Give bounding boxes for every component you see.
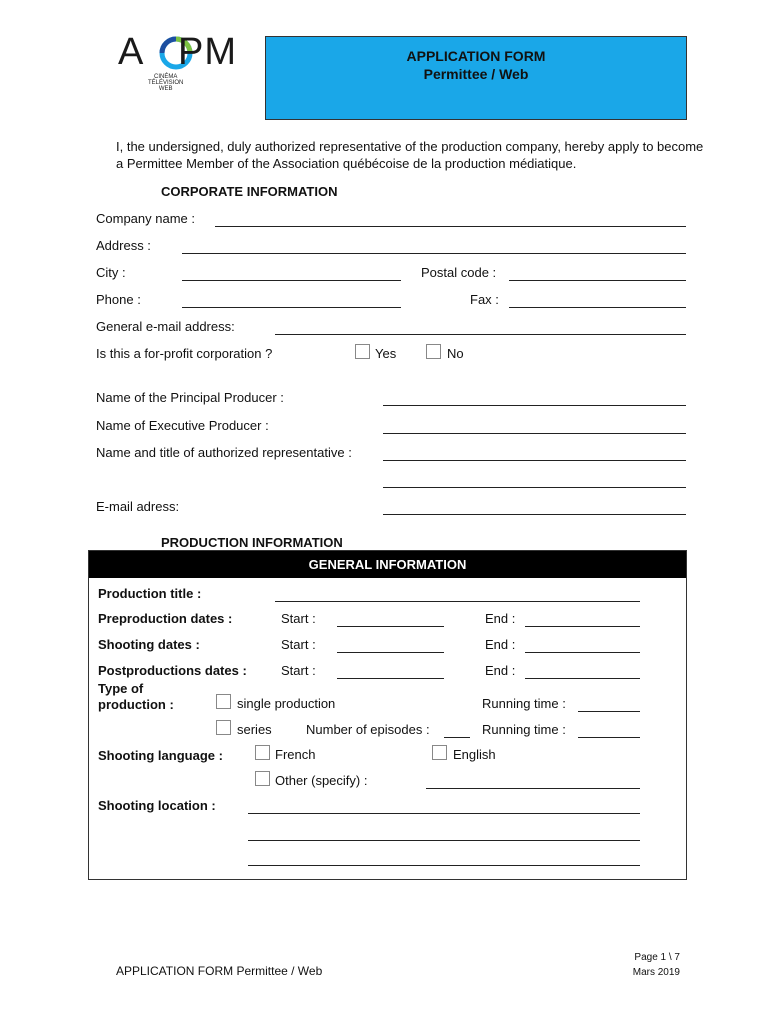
- for-profit-yes-label: Yes: [375, 346, 397, 361]
- aqpm-logo: [118, 32, 243, 102]
- authorized-rep-field[interactable]: [383, 460, 686, 461]
- other-language-field[interactable]: [426, 788, 640, 789]
- single-production-checkbox[interactable]: [216, 694, 231, 709]
- french-checkbox[interactable]: [255, 745, 270, 760]
- page-number: Page 1 \ 7: [634, 952, 680, 963]
- address-label: Address :: [96, 238, 151, 253]
- logo-subtitle: CINÉMA TÉLÉVISION WEB: [148, 74, 184, 92]
- preproduction-start-label: Start :: [281, 611, 316, 626]
- other-language-label: Other (specify) :: [275, 773, 368, 788]
- preproduction-end-field[interactable]: [525, 626, 640, 627]
- production-type-label: production :: [98, 697, 174, 712]
- type-of-label: Type of: [98, 681, 144, 696]
- footer-date: Mars 2019: [632, 967, 680, 978]
- postal-code-label: Postal code :: [421, 265, 497, 280]
- postal-code-field[interactable]: [509, 280, 686, 281]
- for-profit-no-label: No: [447, 346, 464, 361]
- postproduction-label: Postproductions dates :: [98, 663, 247, 678]
- episodes-field[interactable]: [444, 737, 470, 738]
- city-label: City :: [96, 265, 126, 280]
- for-profit-no-checkbox[interactable]: [426, 344, 441, 359]
- footer-title: APPLICATION FORM Permittee / Web: [116, 964, 323, 978]
- episodes-label: Number of episodes :: [306, 722, 430, 737]
- production-title-label: Production title :: [98, 586, 202, 601]
- postproduction-start-field[interactable]: [337, 678, 444, 679]
- footer-page-info: [600, 950, 680, 980]
- english-label: English: [453, 747, 496, 762]
- preproduction-label: Preproduction dates :: [98, 611, 233, 626]
- form-title: APPLICATION FORM: [406, 48, 546, 64]
- for-profit-label: Is this a for-profit corporation ?: [96, 346, 273, 361]
- production-title-field[interactable]: [275, 601, 640, 602]
- for-profit-yes-checkbox[interactable]: [355, 344, 370, 359]
- shooting-end-label: End :: [485, 637, 516, 652]
- series-running-time-label: Running time :: [482, 722, 566, 737]
- form-title-box: [265, 36, 687, 120]
- principal-producer-field[interactable]: [383, 405, 686, 406]
- executive-producer-field[interactable]: [383, 433, 686, 434]
- shooting-location-label: Shooting location :: [98, 798, 216, 813]
- shooting-location-field-line3[interactable]: [248, 865, 640, 866]
- french-label: French: [275, 747, 316, 762]
- phone-field[interactable]: [182, 307, 401, 308]
- production-heading: PRODUCTION INFORMATION: [161, 535, 343, 550]
- city-field[interactable]: [182, 280, 401, 281]
- single-running-time-label: Running time :: [482, 696, 566, 711]
- postproduction-end-label: End :: [485, 663, 516, 678]
- phone-label: Phone :: [96, 292, 141, 307]
- shooting-start-label: Start :: [281, 637, 316, 652]
- general-email-label: General e-mail address:: [96, 319, 235, 334]
- single-production-label: single production: [237, 696, 336, 711]
- shooting-location-field[interactable]: [248, 813, 640, 814]
- fax-label: Fax :: [470, 292, 499, 307]
- series-running-time-field[interactable]: [578, 737, 640, 738]
- series-checkbox[interactable]: [216, 720, 231, 735]
- general-email-field[interactable]: [275, 334, 686, 335]
- series-label: series: [237, 722, 272, 737]
- authorized-rep-label: Name and title of authorized representative :: [96, 445, 352, 460]
- preproduction-start-field[interactable]: [337, 626, 444, 627]
- shooting-location-field-line2[interactable]: [248, 840, 640, 841]
- preproduction-end-label: End :: [485, 611, 516, 626]
- principal-producer-label: Name of the Principal Producer :: [96, 390, 284, 405]
- authorized-rep-field-line2[interactable]: [383, 487, 686, 488]
- company-name-field[interactable]: [215, 226, 686, 227]
- shooting-dates-label: Shooting dates :: [98, 637, 200, 652]
- logo-word: A PM: [118, 31, 237, 73]
- address-field[interactable]: [182, 253, 686, 254]
- postproduction-start-label: Start :: [281, 663, 316, 678]
- postproduction-end-field[interactable]: [525, 678, 640, 679]
- corporate-heading: CORPORATE INFORMATION: [161, 184, 338, 199]
- email-address-label: E-mail adress:: [96, 499, 180, 514]
- single-running-time-field[interactable]: [578, 711, 640, 712]
- shooting-start-field[interactable]: [337, 652, 444, 653]
- other-language-checkbox[interactable]: [255, 771, 270, 786]
- executive-producer-label: Name of Executive Producer :: [96, 418, 269, 433]
- shooting-language-label: Shooting language :: [98, 748, 223, 763]
- email-address-field[interactable]: [383, 514, 686, 515]
- shooting-end-field[interactable]: [525, 652, 640, 653]
- company-name-label: Company name :: [96, 211, 195, 226]
- form-subtitle: Permittee / Web: [423, 66, 529, 82]
- intro-paragraph: I, the undersigned, duly authorized representative of the production company, hereby apply to become a Permittee Member of the Association québécoise de la production médiatique.: [116, 139, 704, 171]
- english-checkbox[interactable]: [432, 745, 447, 760]
- general-information-heading: GENERAL INFORMATION: [89, 551, 686, 578]
- fax-field[interactable]: [509, 307, 686, 308]
